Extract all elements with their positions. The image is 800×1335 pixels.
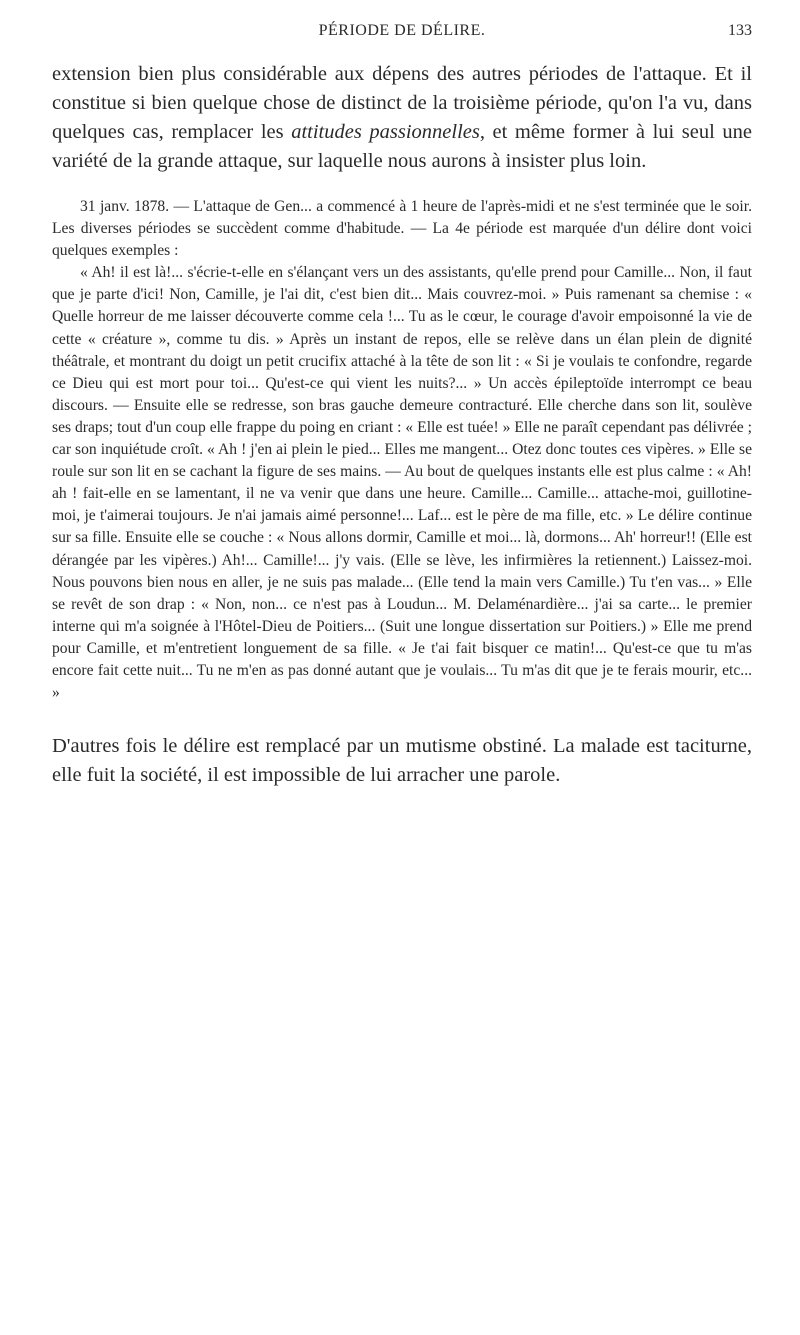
intro-italic-term: attitudes passionnelles	[291, 121, 480, 143]
page-header	[52, 0, 752, 60]
intro-paragraph	[52, 60, 752, 176]
closing-paragraph: D'autres fois le délire est remplacé par un mutisme obstiné. La malade est taciturne, elle fuit la société, il est impossible de lui arracher une parole.	[52, 735, 752, 787]
intro-text-start: extension bien plus considérable aux dépens des autres périodes de l'attaque. Et il constitue si bien quelque chose de distinct de la troisième période, qu'on l'a vu, dans quelques cas, remplacer les	[52, 63, 752, 143]
running-title: PÉRIODE DE DÉLIRE.	[318, 22, 486, 39]
page-number: 133	[728, 22, 752, 39]
case-report-intro: 31 janv. 1878. — L'attaque de Gen... a commencé à 1 heure de l'après-midi et ne s'est terminée que le soir. Les diverses périodes se succèdent comme d'habitude. — La 4e période est marquée d'un délire dont voici quelques exemples :	[52, 198, 752, 260]
book-page	[52, 0, 752, 790]
case-report-quote: « Ah! il est là!... s'écrie-t-elle en s'élançant vers un des assistants, qu'elle prend pour Camille... Non, il faut que je parte d'ici! Non, Camille, je l'ai dit, c'est bien dit... Mais couvrez-moi. » Puis ramenant sa chemise : « Quelle horreur de me laisser découverte comme cela !... Tu as le cœur, le courage d'avoir empoisonné la vie de cette « créature », comme tu dis. » Après un instant de repos, elle se relève dans un élan plein de dignité théâtrale, et montrant du doigt un petit crucifix attaché à la tête de son lit : « Si je voulais te confondre, regarde ce Dieu qui est mort pour toi... Qu'est-ce qui vient les nuits?... » Un accès épileptoïde interrompt ce beau discours. — Ensuite elle se redresse, son bras gauche demeure contracturé. Elle cherche dans son lit, soulève ses draps; tout d'un coup elle frappe du poing en criant : « Elle est tuée! » Elle ne paraît cependant pas délivrée ; car son inquiétude croît. « Ah ! j'en ai plein le pied... Elles me mangent... Otez donc toutes ces vipères. » Elle se roule sur son lit en se cachant la figure de ses mains. — Au bout de quelques instants elle est plus calme : « Ah! ah ! fait-elle en se lamentant, il ne va venir que dans une heure. Camille... Camille... attache-moi, guillotine-moi, je t'aimerai toujours. Je n'ai jamais aimé personne!... Laf... est le père de ma fille, etc. » Le délire continue sur sa fille. Ensuite elle se couche : « Nous allons dormir, Camille et moi... là, dormons... Ah' horreur!! (Elle est dérangée par les vipères.) Ah!... Camille!... j'y vais. (Elle se lève, les infirmières la retiennent.) Laissez-moi. Nous pouvons bien nous en aller, je ne suis pas malade... (Elle tend la main vers Camille.) Tu t'en vas... » Elle se revêt de son drap : « Non, non... ce n'est pas à Loudun... M. Delaménardière... j'ai sa carte... le premier interne qui m'a soignée à l'Hôtel-Dieu de Poitiers... (Suit une longue dissertation sur Poitiers.) » Elle me prend pour Camille, et m'entretient longuement de sa fille. « Je t'ai fait bisquer ce matin!... Qu'est-ce que tu m'as encore fait cette nuit... Tu ne m'en as pas donné autant que je voulais... Tu m'as dit que je te ferais mourir, etc... »	[52, 264, 752, 702]
intro-text-end: , et même former à lui seul une variété de la grande attaque, sur laquelle nous aurons à insister plus loin.	[52, 121, 752, 172]
